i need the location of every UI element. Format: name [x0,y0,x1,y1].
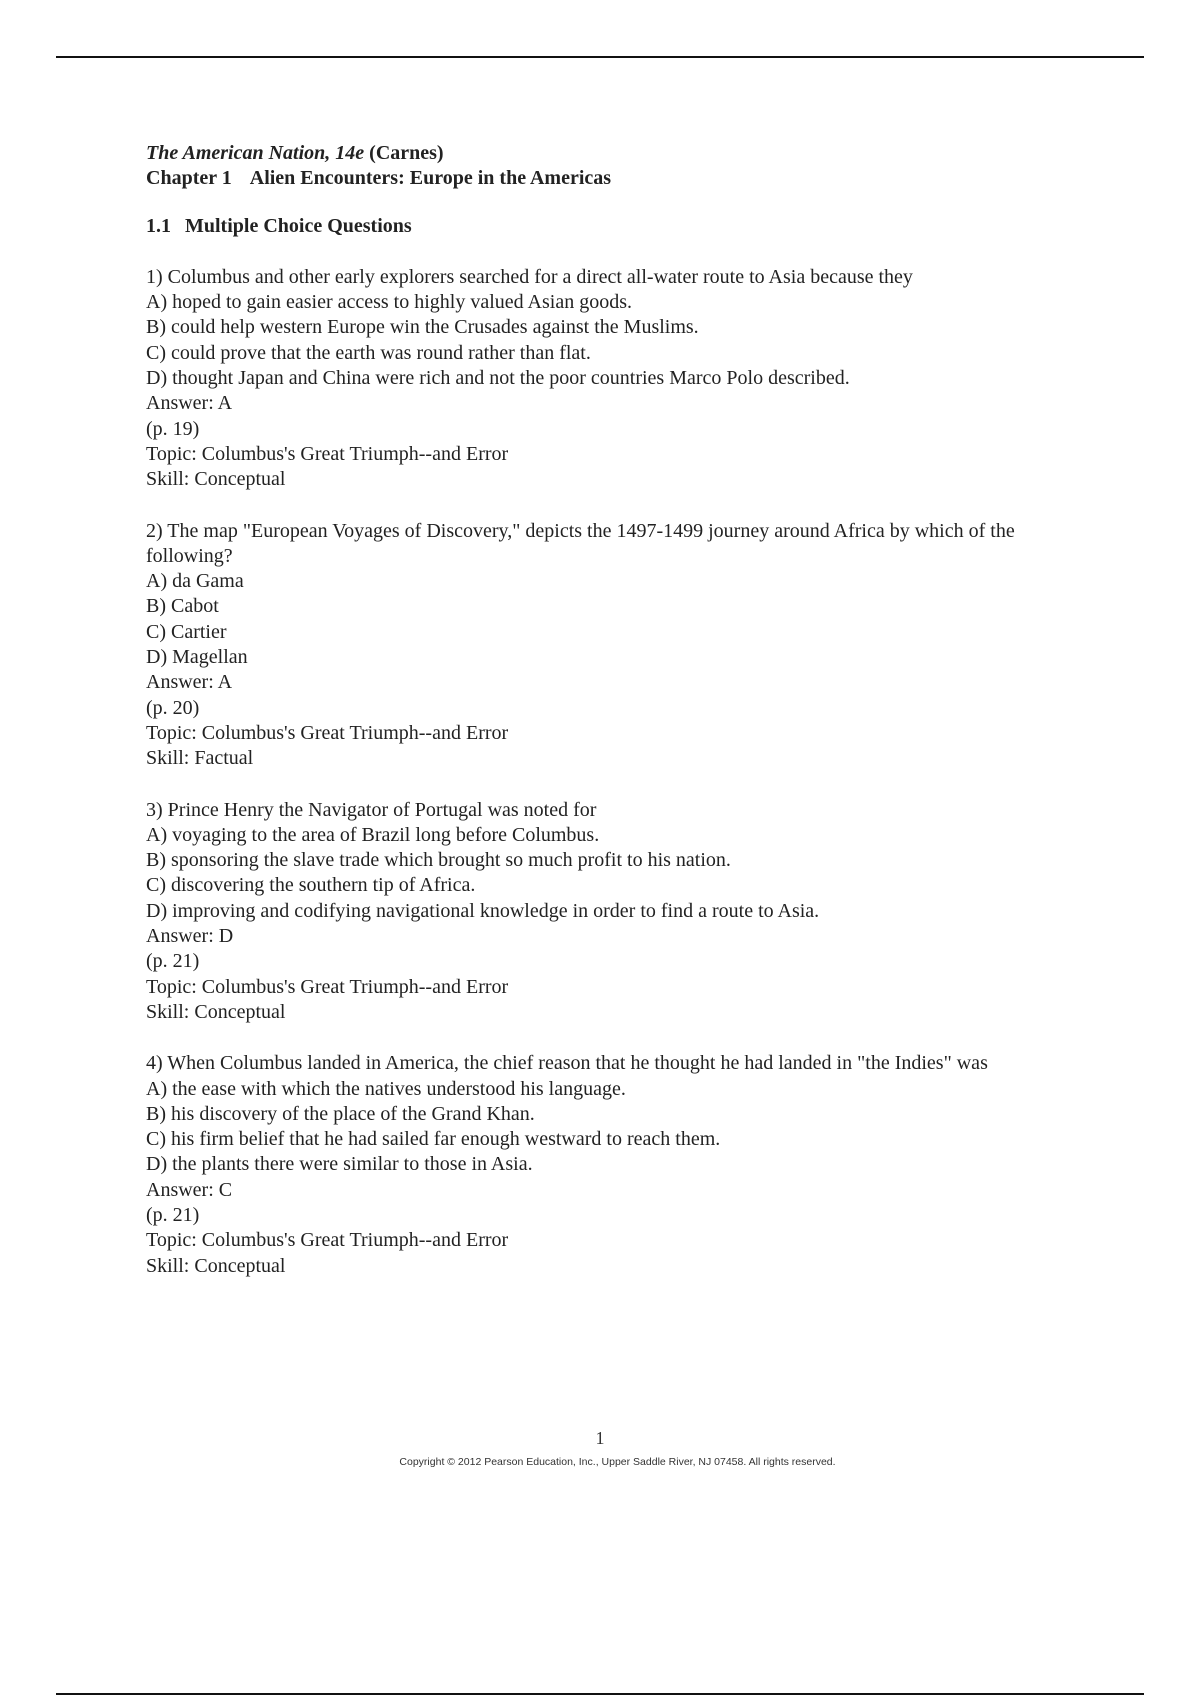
question-stem: 3) Prince Henry the Navigator of Portugal was noted for [146,798,597,821]
question-topic: Topic: Columbus's Great Triumph--and Error [146,442,509,465]
chapter-heading [146,166,1106,191]
answer-option-b: B) Cabot [146,595,219,618]
question-1 [146,265,1106,493]
question-4 [146,1051,1106,1279]
question-2 [146,519,1106,772]
question-skill: Skill: Conceptual [146,1000,286,1023]
document-body [146,141,1106,1305]
answer-option-d: D) thought Japan and China were rich and not the poor countries Marco Polo described. [146,367,850,390]
correct-answer: Answer: D [146,925,234,948]
section-title: Multiple Choice Questions [185,214,412,237]
question-3 [146,798,1106,1026]
answer-option-c: C) Cartier [146,620,227,643]
correct-answer: Answer: C [146,1178,233,1201]
answer-option-c: C) his firm belief that he had sailed far enough westward to reach them. [146,1128,721,1151]
book-heading [146,141,1106,166]
question-topic: Topic: Columbus's Great Triumph--and Error [146,1229,509,1252]
page-reference: (p. 19) [146,417,200,440]
question-stem: 4) When Columbus landed in America, the chief reason that he thought he had landed in "the Indies" was [146,1052,988,1075]
book-title: The American Nation, 14e [146,142,365,164]
answer-option-d: D) improving and codifying navigational knowledge in order to find a route to Asia. [146,899,820,922]
answer-option-c: C) could prove that the earth was round rather than flat. [146,341,591,364]
answer-option-a: A) voyaging to the area of Brazil long before Columbus. [146,823,600,846]
answer-option-d: D) the plants there were similar to those in Asia. [146,1153,533,1176]
question-topic: Topic: Columbus's Great Triumph--and Error [146,975,509,998]
section-number: 1.1 [146,214,171,237]
answer-option-a: A) da Gama [146,570,244,593]
question-list [146,265,1106,1279]
question-stem: 1) Columbus and other early explorers searched for a direct all-water route to Asia because they [146,265,913,288]
page-reference: (p. 21) [146,1203,200,1226]
question-skill: Skill: Conceptual [146,468,286,491]
correct-answer: Answer: A [146,392,233,415]
top-rule [56,56,1144,58]
answer-option-b: B) sponsoring the slave trade which brought so much profit to his nation. [146,849,731,872]
answer-option-b: B) his discovery of the place of the Grand Khan. [146,1102,535,1125]
answer-option-b: B) could help western Europe win the Crusades against the Muslims. [146,316,699,339]
page-reference: (p. 21) [146,950,200,973]
answer-option-c: C) discovering the southern tip of Africa. [146,874,476,897]
question-topic: Topic: Columbus's Great Triumph--and Error [146,721,509,744]
question-skill: Skill: Factual [146,747,254,770]
answer-option-d: D) Magellan [146,646,248,669]
chapter-title: Alien Encounters: Europe in the Americas [249,167,612,190]
correct-answer: Answer: A [146,671,233,694]
question-stem: 2) The map "European Voyages of Discovery," depicts the 1497-1499 journey around Africa by which of the following? [146,519,1015,567]
copyright-notice: Copyright © 2012 Pearson Education, Inc., Upper Saddle River, NJ 07458. All rights reserved. [399,1456,836,1468]
book-author: (Carnes) [369,142,444,164]
answer-option-a: A) the ease with which the natives understood his language. [146,1077,626,1100]
page-number: 1 [595,1428,605,1448]
answer-option-a: A) hoped to gain easier access to highly valued Asian goods. [146,291,632,314]
bottom-rule [56,1693,1144,1695]
page-reference: (p. 20) [146,696,200,719]
section-heading [146,214,1106,239]
question-skill: Skill: Conceptual [146,1254,286,1277]
chapter-number: Chapter 1 [146,167,232,190]
